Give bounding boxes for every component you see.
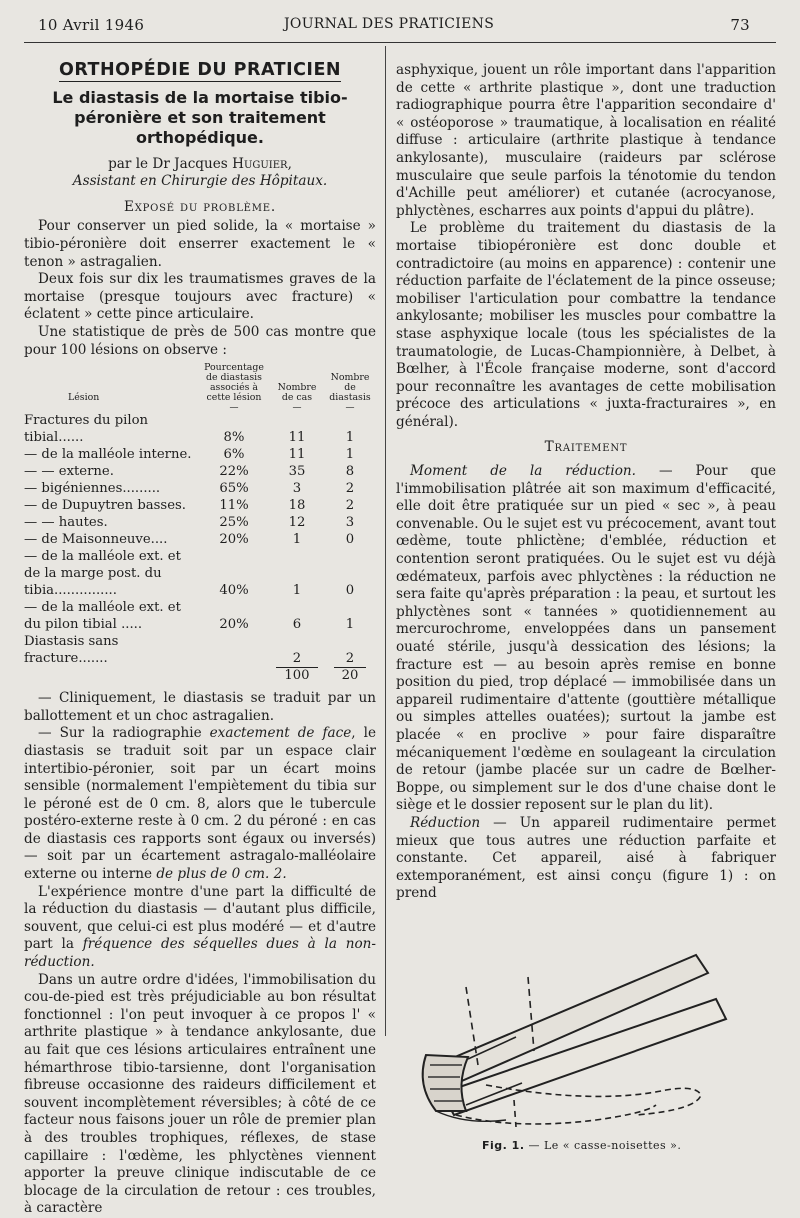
table-cell-pct	[198, 633, 270, 667]
table-cell-lesion: Diastasis sans fracture.......	[24, 634, 119, 667]
table-cell-lesion: — de Maisonneuve....	[24, 532, 168, 548]
paragraph: L'expérience montre d'une part la difficulté de la réduction du diastasis — d'autant plus difficile, souvent, que celui-ci est plus modéré — et d'autre part la fréquence des séquelles dues à la non-réduction.	[24, 883, 376, 971]
table-cell-lesion: — de la malléole interne.	[24, 447, 192, 463]
table-cell-cas: 11	[288, 430, 306, 446]
table-cell-lesion: — de Dupuytren basses.	[24, 498, 186, 514]
table-cell-cas: 35	[288, 464, 306, 480]
table-cell-pct: 65%	[219, 481, 249, 497]
table-cell-pct: 20%	[219, 617, 249, 633]
table-cell-dias: 2	[345, 651, 355, 667]
table-cell-pct: 25%	[219, 515, 249, 531]
table-cell-lesion: — de la malléole ext. et du pilon tibial .....	[24, 600, 181, 633]
table-cell-dias: 1	[345, 447, 355, 463]
table-cell-dias: 3	[345, 515, 355, 531]
table-cell-cas: 12	[288, 515, 306, 531]
issue-date: 10 Avril 1946	[38, 16, 145, 34]
table-cell-lesion: — de la malléole ext. et de la marge post. du tibia...............	[24, 549, 181, 599]
paragraph: Deux fois sur dix les traumatismes graves de la mortaise (presque toujours avec fracture) « éclatent » cette pince articulaire.	[24, 271, 376, 323]
section-heading: Traitement	[544, 439, 628, 456]
paragraph: Moment de la réduction. — Pour que l'immobilisation plâtrée ait son maximum d'efficacité, elle doit être pratiquée sur un pied « sec », à peau convenable. Ou le sujet est vu précocement, avant tout œdème, toute phlictène; d'emblée, réduction et contention seront pratiquées. Ou le sujet est vu déjà œdémateux, parfois avec phlyctènes : la réduction ne sera faite qu'après préparation : la peau, et surtout les phlyctènes sont « tannées » quotidiennement au mercurochrome, enveloppées dans un pansement ouaté stérile, jusqu'à dessication des lésions; la fracture est — au besoin après remise en bonne position du pied, trop déplacé — immobilisée dans un appareil rudimentaire d'attente (gouttière métallique ou simples attelles ouatées); surtout la jambe est placée « en proclive » pour faire disparaître mécaniquement l'œdème en soulageant la circulation de retour (jambe placée sur un cadre de Bœlher-Boppe, ou simplement sur le dos d'une chaise dont le siège et le dossier reposent sur le plan du lit).	[396, 463, 776, 814]
table-cell-cas: 18	[288, 498, 306, 514]
header-rule	[24, 42, 776, 43]
column-rule	[385, 46, 386, 1036]
table-cell-pct: 8%	[223, 430, 245, 446]
table-cell-lesion: — — hautes.	[24, 515, 108, 531]
figure-caption: Fig. 1. — Le « casse-noisettes ».	[482, 1138, 682, 1152]
paragraph: Le problème du traitement du diastasis de la mortaise tibiopéronière est donc double et contradictoire (au moins en apparence) : contenir une réduction parfaite de l'éclatement de la pince osseuse; mobiliser l'articulation pour combattre la tendance ankylosante; mobiliser les muscles pour combattre la stase asphyxique locale (tous les spécialistes de la traumatologie, de Lucas-Championnière, à Delbet, à Bœlher, à l'École française moderne, sont d'accord pour reconnaître les avantages de cette mobilisation précoce des articulations « juxta-fracturaires », en général).	[396, 220, 776, 430]
table-cell-cas: 2	[292, 651, 302, 667]
paragraph: Une statistique de près de 500 cas montre que pour 100 lésions on observe :	[24, 323, 376, 358]
table-cell-lesion: — bigéniennes.........	[24, 481, 161, 497]
table-cell-cas: 1	[292, 583, 302, 599]
nutcracker-illustration	[396, 915, 776, 1135]
table-totals-row	[24, 667, 376, 684]
table-total-dias: 20	[334, 667, 367, 683]
table-cell-cas: 3	[292, 481, 302, 497]
running-head	[22, 16, 750, 38]
journal-title: JOURNAL DES PRATICIENS	[284, 16, 495, 32]
article-title: Le diastasis de la mortaise tibio-péronière et son traitement orthopédique.	[52, 87, 348, 147]
paragraph: Dans un autre ordre d'idées, l'immobilisation du cou-de-pied est très préjudiciable au bon résultat fonctionnel : l'on peut invoquer à ce propos l' « arthrite plastique » à tendance ankylosante, due au fait que ces lésions articulaires entraînent une hémarthrose tibio-tarsienne, dont l'organisation fibreuse occasionne des raideurs difficilement et souvent incomplètement réversibles; à côté de ce facteur nous faisons jouer un rôle de premier plan à des troubles trophiques, réflexes, de stase capillaire : l'œdème, les phlyctènes viennent apporter la preuve clinique indiscutable de ce blocage de la circulation de retour : ces troubles, à caractère	[24, 971, 376, 1217]
table-row	[24, 480, 376, 497]
byline: par le Dr Jacques Huguier,	[108, 155, 292, 172]
table-cell-lesion: — — externe.	[24, 464, 114, 480]
table-row	[24, 599, 376, 633]
table-row	[24, 446, 376, 463]
table-cell-dias: 2	[345, 481, 355, 497]
paragraph: asphyxique, jouent un rôle important dans l'apparition de cette « arthrite plastique », dont une traduction radiographique pourra être l'apparition secondaire d' « ostéoporose » traumatique, à localisation en réalité diffuse : articulaire (arthrite plastique à tendance ankylosante), musculaire (raideurs par sclérose musculaire que seule parfois la ténotomie du tendon d'Achille peut améliorer) et cutanée (acrocyanose, phlyctènes, escharres aux points d'appui du plâtre).	[396, 62, 776, 219]
paragraph: Réduction — Un appareil rudimentaire permet mieux que tous autres une réduction parfaite et constante. Cet appareil, aisé à fabriquer extemporanément, est ainsi conçu (figure 1) : on prend	[396, 814, 776, 902]
table-row	[24, 531, 376, 548]
affiliation: Assistant en Chirurgie des Hôpitaux.	[72, 173, 328, 190]
table-cell-cas: 1	[292, 532, 302, 548]
table-divider-row: — — —	[229, 403, 355, 414]
table-cell-lesion: Fractures du pilon tibial......	[24, 413, 148, 446]
table-cell-cas: 6	[292, 617, 302, 633]
table-header: Nombre de cas	[277, 382, 317, 404]
statistics-table	[24, 363, 376, 684]
section-heading: Exposé du problème.	[123, 198, 276, 215]
table-cell-dias: 2	[345, 498, 355, 514]
table-cell-dias: 0	[345, 532, 355, 548]
table-cell-pct: 22%	[219, 464, 249, 480]
table-row	[24, 497, 376, 514]
table-cell-pct: 40%	[219, 583, 249, 599]
left-column	[24, 48, 376, 1218]
author-name: Huguier,	[232, 155, 292, 172]
section-rubric: ORTHOPÉDIE DU PRATICIEN	[58, 60, 342, 80]
table-row	[24, 463, 376, 480]
paragraph: — Sur la radiographie exactement de face, le diastasis se traduit soit par un espace clair intertibio-péronier, soit par un écart moins sensible (normalement l'empiètement du tibia sur le péroné est de 0 cm. 8, alors que le tubercule postéro-externe reste à 0 cm. 2 du péroné : en cas de diastasis ces rapports sont égaux ou inversés) — soit par un écartement astragalo-malléolaire externe ou interne de plus de 0 cm. 2.	[24, 725, 376, 883]
paragraph: Pour conserver un pied solide, la « mortaise » tibio-péronière doit enserrer exactement le « tenon » astragalien.	[24, 218, 376, 270]
figure-1	[396, 915, 776, 1155]
table-cell-pct: 6%	[223, 447, 245, 463]
table-row	[24, 514, 376, 531]
table-cell-pct: 11%	[219, 498, 249, 514]
table-cell-dias: 1	[345, 430, 355, 446]
table-row	[24, 633, 376, 667]
table-cell-pct: 20%	[219, 532, 249, 548]
paragraph: — Cliniquement, le diastasis se traduit par un ballottement et un choc astragalien.	[24, 690, 376, 724]
table-header: Pourcentage de diastasis associés à cette lésion	[204, 362, 264, 404]
table-cell-dias: 0	[345, 583, 355, 599]
table-row	[24, 412, 376, 446]
table-header: Lésion	[68, 392, 100, 404]
table-cell-dias: 1	[345, 617, 355, 633]
table-row	[24, 548, 376, 599]
table-cell-cas: 11	[288, 447, 306, 463]
table-total-cas: 100	[276, 667, 317, 683]
table-cell-dias: 8	[345, 464, 355, 480]
page-number: 73	[730, 16, 750, 34]
right-column	[396, 48, 776, 1155]
table-header: Nombre de diastasis	[329, 372, 371, 404]
